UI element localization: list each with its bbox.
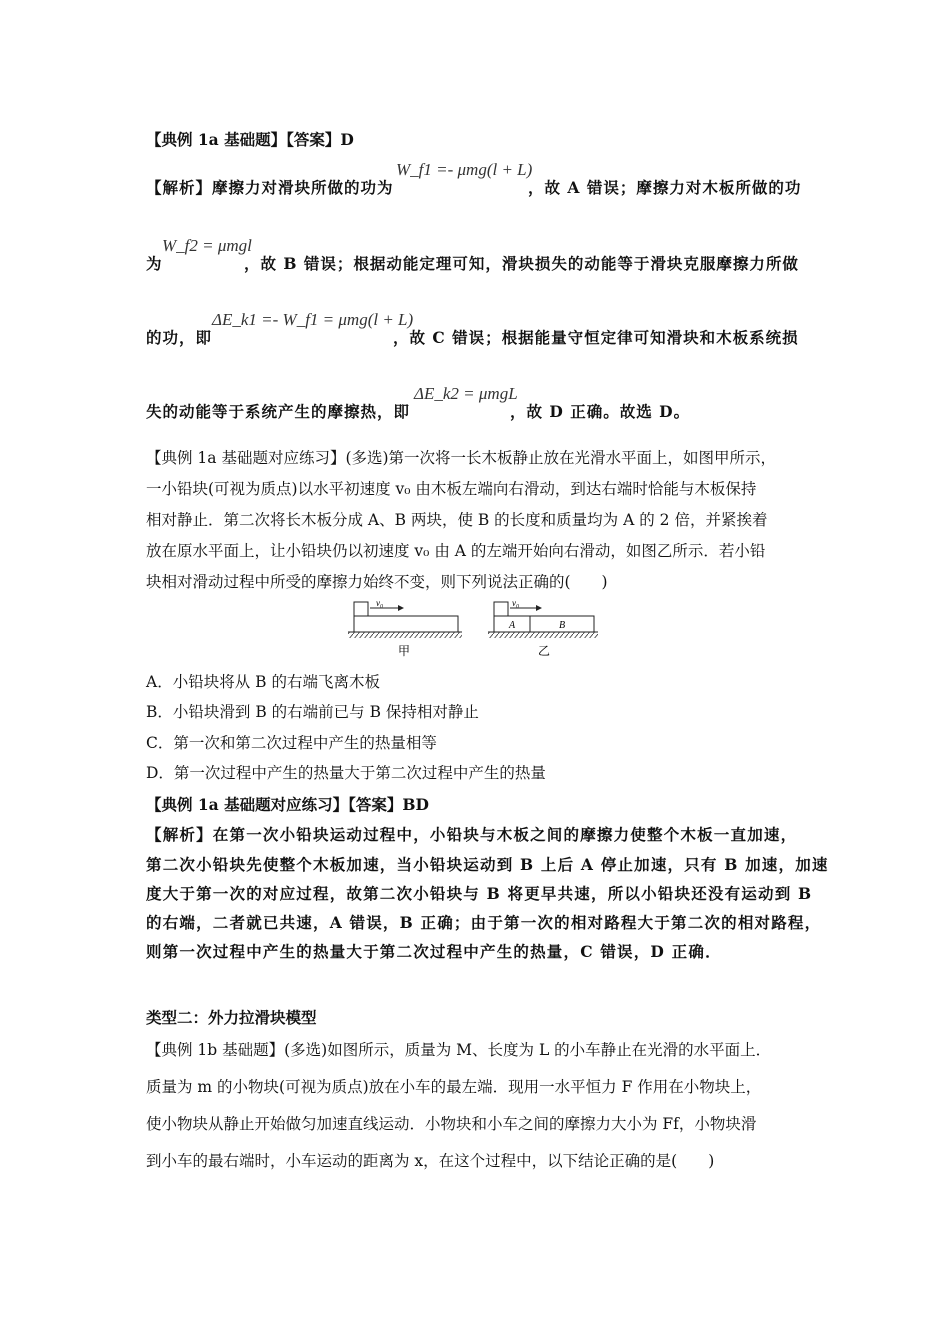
analysis-line-2b: ，故 B 错误；根据动能定理可知，滑块损失的动能等于滑块克服摩擦力所做 [244,254,799,273]
equation-wf2: W_f2 = μmgl [162,236,252,255]
section-type-heading: 类型二：外力拉滑块模型 [146,1008,317,1027]
analysis-line-3b: ，故 C 错误；根据能量守恒定律可知滑块和木板系统损 [393,328,799,347]
option-a: A．小铅块将从 B 的右端飞离木板 [146,673,380,691]
board-diagram [348,598,608,660]
option-d: D．第一次过程中产生的热量大于第二次过程中产生的热量 [146,764,546,782]
question-line-2: 质量为 m 的小物块(可视为质点)放在小车的最左端．现用一水平恒力 F 作用在小物块上， [146,1078,762,1096]
explanation-line-5: 则第一次过程中产生的热量大于第二次过程中产生的热量，C 错误，D 正确． [146,942,722,961]
exercise-line-1: 【典例 1a 基础题对应练习】(多选)第一次将一长木板静止放在光滑水平面上，如图甲所示， [146,449,777,467]
figure-yi [488,598,598,658]
exercise-line-2: 一小铅块(可视为质点)以水平初速度 v₀ 由木板左端向右滑动，到达右端时恰能与木板保持 [146,480,757,498]
analysis-line-3a: 的功，即 [146,328,213,347]
question-line-3: 使小物块从静止开始做匀加速直线运动．小物块和小车之间的摩擦力大小为 Ff，小物块滑 [146,1115,757,1133]
analysis-line-2a: 为 [146,254,162,273]
exercise-line-5: 块相对滑动过程中所受的摩擦力始终不变，则下列说法正确的( ) [146,573,608,591]
exercise-line-3: 相对静止．第二次将长木板分成 A、B 两块，使 B 的长度和质量均为 A 的 2 倍，并紧挨着 [146,511,768,529]
block-a-label: A [508,620,516,631]
exercise-answer: 【典例 1a 基础题对应练习】【答案】BD [146,795,429,814]
analysis-line-1b: ，故 A 错误；摩擦力对木板所做的功 [528,178,802,197]
exercise-line-4: 放在原水平面上，让小铅块仍以初速度 v₀ 由 A 的左端开始向右滑动，如图乙所示．若小铅 [146,542,766,560]
explanation-line-4: 的右端，二者就已共速，A 错误，B 正确；由于第一次的相对路程大于第二次的相对路程， [146,913,822,932]
analysis-line-1a: 【解析】摩擦力对滑块所做的功为 [146,178,394,197]
figure-jia [348,598,462,658]
answer-heading: 【典例 1a 基础题】【答案】D [146,130,354,149]
v0-label-right: v₀ [512,598,520,608]
caption-yi: 乙 [537,644,551,658]
explanation-line-1: 【解析】在第一次小铅块运动过程中，小铅块与木板之间的摩擦力使整个木板一直加速， [146,825,798,844]
question-line-4: 到小车的最右端时，小车运动的距离为 x，在这个过程中，以下结论正确的是( ) [146,1152,715,1170]
analysis-line-4a: 失的动能等于系统产生的摩擦热，即 [146,402,411,421]
equation-ek1: ΔE_k1 =- W_f1 = μmg(l + L) [212,310,414,329]
analysis-line-4b: ，故 D 正确。故选 D。 [510,402,691,421]
caption-jia: 甲 [397,644,411,658]
equation-wf1: W_f1 =- μmg(l + L) [396,160,533,179]
equation-ek2: ΔE_k2 = μmgL [414,384,518,403]
v0-label-left: v₀ [376,598,384,608]
explanation-line-2: 第二次小铅块先使整个木板加速，当小铅块运动到 B 上后 A 停止加速，只有 B 加速，加速 [146,855,829,874]
explanation-line-3: 度大于第一次的对应过程，故第二次小铅块与 B 将更早共速，所以小铅块还没有运动到 B [146,884,813,903]
block-b-label: B [558,620,566,631]
question-line-1: 【典例 1b 基础题】(多选)如图所示，质量为 M、长度为 L 的小车静止在光滑的水平面上． [146,1041,772,1059]
option-b: B．小铅块滑到 B 的右端前已与 B 保持相对静止 [146,703,479,721]
option-c: C．第一次和第二次过程中产生的热量相等 [146,734,437,752]
